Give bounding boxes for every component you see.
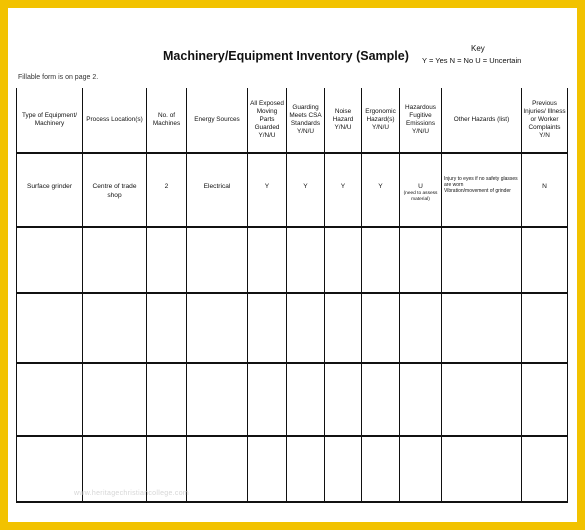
key-legend: Y = Yes N = No U = Uncertain (422, 56, 522, 65)
cell-emissions (400, 153, 442, 227)
table-row (17, 227, 568, 293)
fillable-form-note: Fillable form is on page 2. (18, 74, 99, 81)
blank-cell[interactable] (83, 227, 147, 293)
emissions-value: U (418, 183, 423, 190)
col-header-machines: No. of Machines (147, 88, 187, 153)
blank-cell[interactable] (522, 293, 568, 363)
blank-cell[interactable] (17, 363, 83, 436)
cell-other-hazards (442, 153, 522, 227)
blank-cell[interactable] (147, 363, 187, 436)
blank-cell[interactable] (17, 293, 83, 363)
blank-cell[interactable] (400, 363, 442, 436)
document-sheet (8, 8, 577, 522)
blank-cell[interactable] (287, 293, 325, 363)
cell-location: Centre of trade shop (83, 153, 147, 227)
blank-cell[interactable] (442, 436, 522, 502)
col-header-noise: Noise Hazard Y/N/U (325, 88, 362, 153)
blank-cell[interactable] (248, 293, 287, 363)
blank-cell[interactable] (362, 293, 400, 363)
blank-cell[interactable] (83, 363, 147, 436)
blank-cell[interactable] (442, 227, 522, 293)
cell-machines: 2 (147, 153, 187, 227)
col-header-csa: Guarding Meets CSA Standards Y/N/U (287, 88, 325, 153)
blank-cell[interactable] (187, 227, 248, 293)
blank-cell[interactable] (325, 227, 362, 293)
table-row (17, 153, 568, 227)
blank-cell[interactable] (362, 227, 400, 293)
watermark: www.heritagechristiancollege.com (74, 490, 190, 497)
blank-cell[interactable] (248, 363, 287, 436)
page-title: Machinery/Equipment Inventory (Sample) (163, 49, 409, 63)
blank-cell[interactable] (522, 227, 568, 293)
col-header-ergonomic: Ergonomic Hazard(s) Y/N/U (362, 88, 400, 153)
blank-cell[interactable] (362, 436, 400, 502)
col-header-energy: Energy Sources (187, 88, 248, 153)
blank-cell[interactable] (522, 436, 568, 502)
blank-cell[interactable] (287, 363, 325, 436)
table-row (17, 293, 568, 363)
cell-csa: Y (287, 153, 325, 227)
blank-cell[interactable] (147, 293, 187, 363)
blank-cell[interactable] (522, 363, 568, 436)
blank-cell[interactable] (187, 363, 248, 436)
header-row (17, 88, 568, 153)
key-label: Key (471, 44, 485, 53)
col-header-complaints: Previous Injuries/ Illness or Worker Complaints Y/N (522, 88, 568, 153)
blank-cell[interactable] (442, 293, 522, 363)
cell-ergonomic: Y (362, 153, 400, 227)
blank-cell[interactable] (147, 227, 187, 293)
other-hazard-1: Injury to eyes if no safety glasses are worn (444, 176, 518, 188)
blank-cell[interactable] (400, 436, 442, 502)
blank-cell[interactable] (362, 363, 400, 436)
col-header-equipment: Type of Equipment/ Machinery (17, 88, 83, 153)
cell-guarded: Y (248, 153, 287, 227)
blank-cell[interactable] (17, 227, 83, 293)
blank-cell[interactable] (325, 363, 362, 436)
col-header-guarded: All Exposed Moving Parts Guarded Y/N/U (248, 88, 287, 153)
blank-cell[interactable] (187, 293, 248, 363)
blank-cell[interactable] (325, 436, 362, 502)
blank-cell[interactable] (287, 436, 325, 502)
blank-cell[interactable] (400, 293, 442, 363)
cell-noise: Y (325, 153, 362, 227)
cell-energy: Electrical (187, 153, 248, 227)
cell-complaints: N (522, 153, 568, 227)
blank-cell[interactable] (248, 227, 287, 293)
col-header-emissions: Hazardous Fugitive Emissions Y/N/U (400, 88, 442, 153)
blank-cell[interactable] (400, 227, 442, 293)
blank-cell[interactable] (442, 363, 522, 436)
inventory-table (16, 88, 568, 503)
cell-equipment: Surface grinder (17, 153, 83, 227)
emissions-note: (need to assess material) (403, 191, 438, 202)
blank-cell[interactable] (83, 293, 147, 363)
blank-cell[interactable] (17, 436, 83, 502)
other-hazard-2: Vibration/movement of grinder (444, 188, 511, 194)
col-header-location: Process Location(s) (83, 88, 147, 153)
blank-cell[interactable] (187, 436, 248, 502)
col-header-other-hazards: Other Hazards (list) (442, 88, 522, 153)
blank-cell[interactable] (248, 436, 287, 502)
blank-cell[interactable] (325, 293, 362, 363)
table-row (17, 363, 568, 436)
blank-cell[interactable] (287, 227, 325, 293)
